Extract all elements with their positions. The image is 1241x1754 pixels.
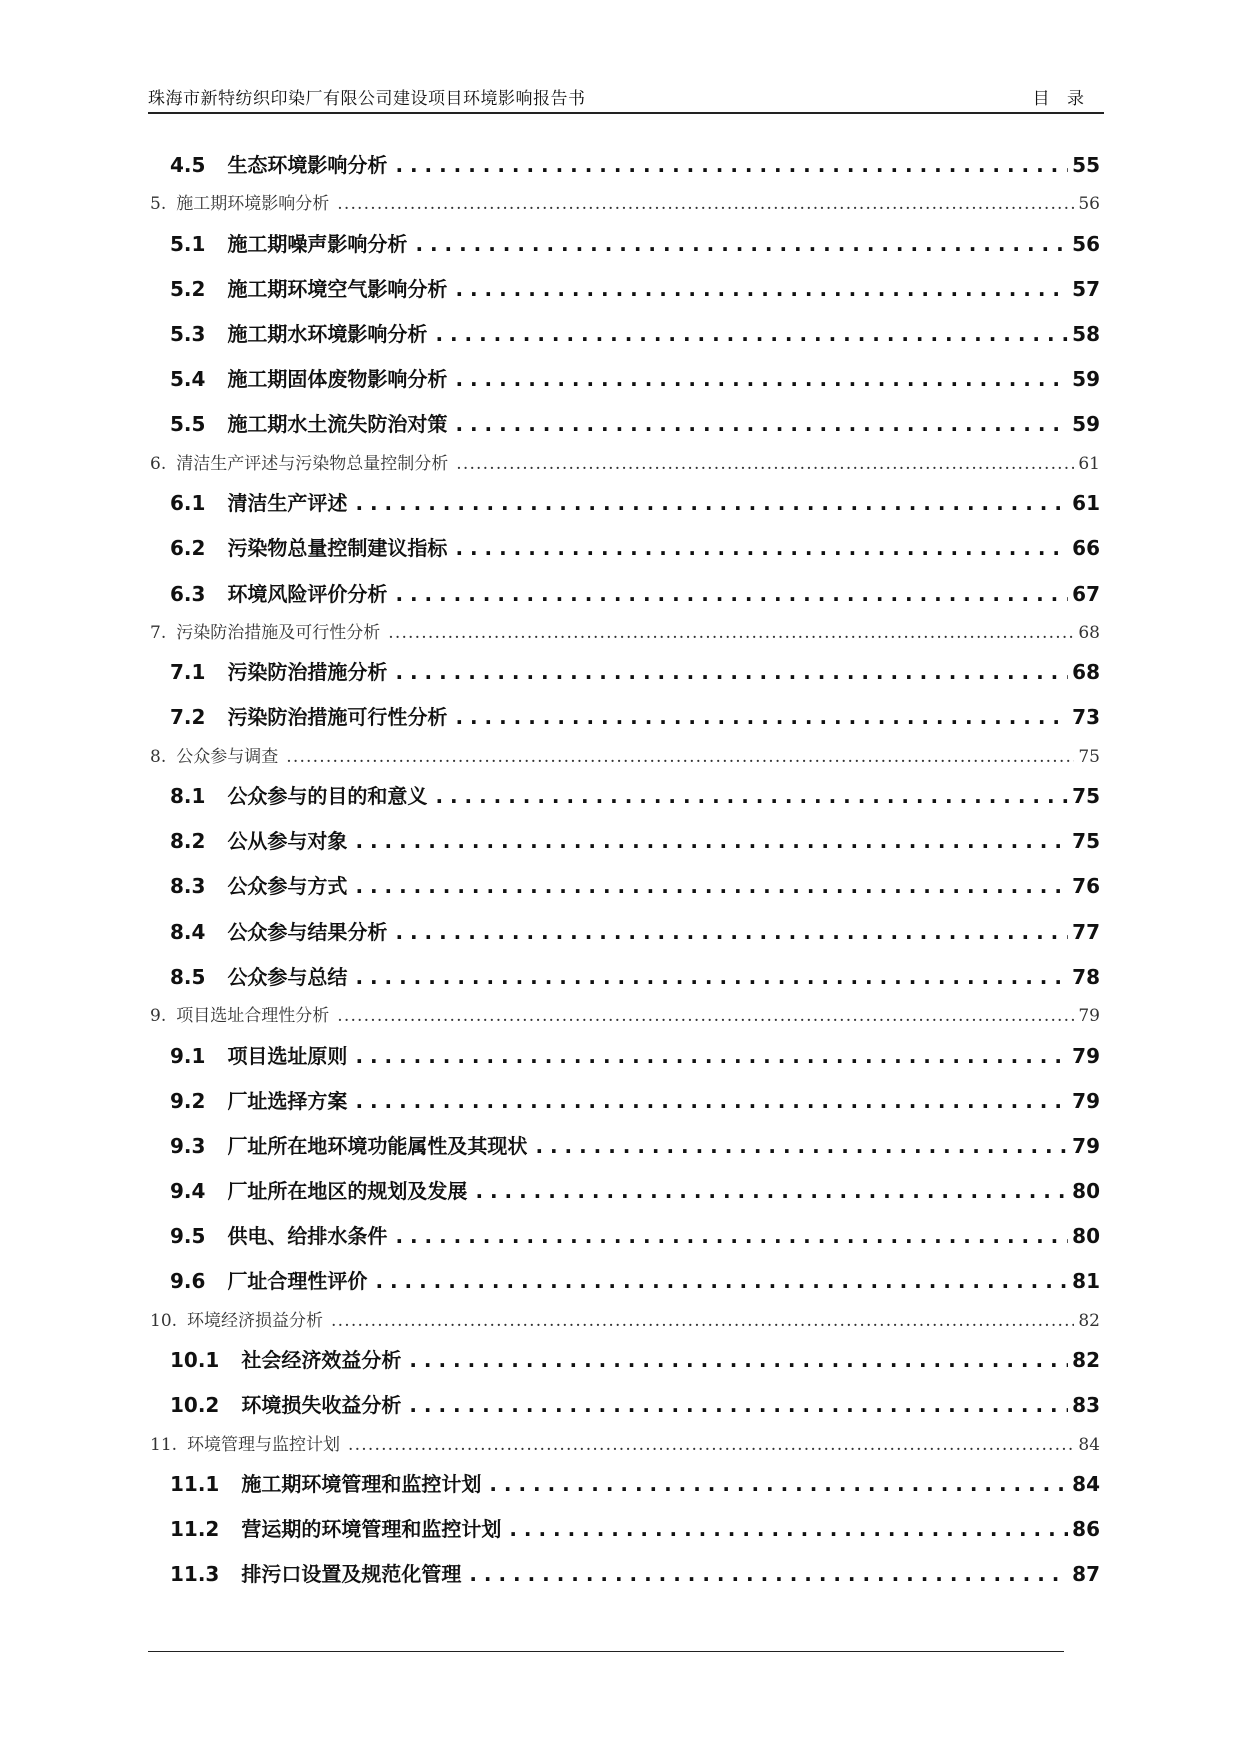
toc-section-entry[interactable] — [150, 312, 1100, 357]
toc-chapter-entry[interactable] — [150, 1429, 1100, 1463]
toc-entry-page-number: 78 — [1072, 964, 1100, 989]
toc-entry-page-number: 58 — [1072, 322, 1100, 347]
toc-dot-leader — [435, 312, 1068, 357]
toc-dot-leader — [395, 650, 1068, 695]
toc-entry-title: 项目选址原则 — [227, 1043, 348, 1068]
toc-entry-number: 7.2 — [170, 705, 206, 730]
toc-section-entry[interactable] — [150, 1338, 1100, 1383]
toc-entry-title: 施工期噪声影响分析 — [227, 231, 408, 256]
toc-dot-leader — [509, 1507, 1068, 1552]
toc-dot-leader — [395, 143, 1068, 188]
toc-section-entry[interactable] — [150, 1124, 1100, 1169]
toc-entry-number: 9. — [150, 1006, 167, 1026]
toc-chapter-entry[interactable] — [150, 617, 1100, 651]
toc-entry-title: 厂址所在地区的规划及发展 — [227, 1179, 468, 1204]
toc-section-entry[interactable] — [150, 864, 1100, 909]
toc-dot-leader — [475, 1169, 1068, 1214]
toc-entry-number: 5.5 — [170, 412, 206, 437]
toc-entry-page-number: 68 — [1072, 660, 1100, 685]
toc-section-entry[interactable] — [150, 1169, 1100, 1214]
toc-entry-page-number: 87 — [1072, 1562, 1100, 1587]
toc-chapter-entry[interactable] — [150, 741, 1100, 775]
toc-dot-leader — [469, 1552, 1068, 1597]
toc-dot-leader — [355, 481, 1068, 526]
toc-section-entry[interactable] — [150, 819, 1100, 864]
toc-entry-number: 9.6 — [170, 1269, 206, 1294]
toc-entry-number: 5.3 — [170, 322, 206, 347]
toc-dot-leader — [435, 774, 1068, 819]
toc-entry-number: 10. — [150, 1310, 178, 1331]
section-label: 目 录 — [1032, 89, 1090, 109]
toc-entry-title: 环境经济损益分析 — [187, 1310, 324, 1331]
toc-entry-number: 6.1 — [170, 491, 206, 516]
toc-entry-page-number: 86 — [1072, 1517, 1100, 1542]
toc-dot-leader — [355, 955, 1068, 1000]
toc-entry-page-number: 59 — [1072, 412, 1100, 437]
toc-entry-page-number: 75 — [1078, 746, 1100, 767]
toc-section-entry[interactable] — [150, 1552, 1100, 1597]
toc-entry-number: 8. — [150, 746, 167, 767]
toc-entry-page-number: 79 — [1072, 1133, 1100, 1158]
toc-entry-title: 项目选址合理性分析 — [176, 1006, 330, 1026]
toc-entry-page-number: 79 — [1078, 1006, 1100, 1026]
toc-entry-title: 社会经济效益分析 — [241, 1348, 402, 1373]
toc-entry-page-number: 75 — [1072, 829, 1100, 854]
table-of-contents — [150, 143, 1100, 1598]
toc-section-entry[interactable] — [150, 267, 1100, 312]
toc-entry-title: 清洁生产评述与污染物总量控制分析 — [176, 453, 449, 474]
toc-section-entry[interactable] — [150, 143, 1100, 188]
toc-section-entry[interactable] — [150, 526, 1100, 571]
toc-entry-page-number: 76 — [1072, 874, 1100, 899]
toc-entry-page-number: 82 — [1078, 1310, 1100, 1331]
toc-entry-title: 施工期固体废物影响分析 — [227, 367, 448, 392]
toc-chapter-entry[interactable] — [150, 1305, 1100, 1339]
toc-dot-leader — [455, 526, 1068, 571]
toc-entry-page-number: 84 — [1078, 1434, 1100, 1455]
toc-entry-number: 6. — [150, 453, 167, 474]
toc-entry-title: 环境管理与监控计划 — [187, 1434, 341, 1455]
toc-entry-page-number: 61 — [1072, 491, 1100, 516]
toc-entry-title: 厂址合理性评价 — [227, 1269, 368, 1294]
toc-entry-title: 厂址选择方案 — [227, 1088, 348, 1113]
toc-entry-number: 5.4 — [170, 367, 206, 392]
toc-chapter-entry[interactable] — [150, 1000, 1100, 1034]
toc-dot-leader — [375, 1259, 1068, 1304]
toc-entry-number: 6.2 — [170, 536, 206, 561]
toc-dot-leader — [355, 819, 1068, 864]
toc-dot-leader — [409, 1338, 1068, 1383]
toc-entry-number: 11.2 — [170, 1517, 220, 1542]
toc-entry-title: 生态环境影响分析 — [227, 153, 388, 177]
toc-entry-number: 8.4 — [170, 919, 206, 944]
toc-dot-leader — [409, 1383, 1068, 1428]
toc-dot-leader — [395, 910, 1068, 955]
toc-entry-page-number: 66 — [1072, 536, 1100, 561]
toc-entry-number: 8.5 — [170, 964, 206, 989]
page-header — [148, 88, 1104, 114]
toc-section-entry[interactable] — [150, 1214, 1100, 1259]
toc-entry-title: 污染防治措施可行性分析 — [227, 705, 448, 730]
toc-entry-page-number: 79 — [1072, 1043, 1100, 1068]
toc-section-entry[interactable] — [150, 222, 1100, 267]
toc-entry-number: 10.2 — [170, 1393, 220, 1418]
toc-entry-title: 清洁生产评述 — [227, 491, 348, 516]
toc-entry-number: 8.2 — [170, 829, 206, 854]
toc-entry-number: 8.1 — [170, 784, 206, 809]
toc-entry-number: 5.2 — [170, 276, 206, 301]
toc-entry-number: 11.1 — [170, 1472, 220, 1496]
toc-dot-leader — [455, 267, 1068, 312]
toc-dot-leader — [395, 572, 1068, 617]
toc-entry-number: 9.5 — [170, 1224, 206, 1249]
toc-section-entry[interactable] — [150, 1034, 1100, 1079]
toc-entry-page-number: 55 — [1072, 153, 1100, 177]
toc-dot-leader — [456, 448, 1074, 482]
toc-section-entry[interactable] — [150, 695, 1100, 740]
toc-entry-title: 污染防治措施及可行性分析 — [176, 622, 381, 643]
toc-dot-leader — [337, 188, 1074, 222]
toc-entry-number: 9.1 — [170, 1043, 206, 1068]
toc-section-entry[interactable] — [150, 1507, 1100, 1552]
toc-entry-title: 公众参与的目的和意义 — [227, 784, 428, 809]
toc-section-entry[interactable] — [150, 357, 1100, 402]
toc-dot-leader — [286, 741, 1074, 775]
toc-entry-title: 公众参与结果分析 — [227, 919, 388, 944]
toc-entry-number: 9.3 — [170, 1133, 206, 1158]
toc-entry-page-number: 75 — [1072, 784, 1100, 809]
toc-section-entry[interactable] — [150, 572, 1100, 617]
toc-entry-number: 9.2 — [170, 1088, 206, 1113]
toc-section-entry[interactable] — [150, 955, 1100, 1000]
toc-chapter-entry[interactable] — [150, 188, 1100, 222]
toc-entry-number: 9.4 — [170, 1179, 206, 1204]
toc-entry-title: 公众参与方式 — [227, 874, 348, 899]
toc-entry-title: 施工期环境管理和监控计划 — [241, 1472, 482, 1496]
toc-dot-leader — [455, 402, 1068, 447]
toc-entry-number: 7.1 — [170, 660, 206, 685]
toc-entry-page-number: 80 — [1072, 1179, 1100, 1204]
toc-dot-leader — [535, 1124, 1068, 1169]
toc-dot-leader — [415, 222, 1068, 267]
toc-entry-number: 5. — [150, 194, 167, 215]
toc-dot-leader — [388, 617, 1074, 651]
toc-entry-title: 施工期环境影响分析 — [176, 194, 330, 215]
toc-dot-leader — [395, 1214, 1068, 1259]
toc-entry-title: 公众参与总结 — [227, 964, 348, 989]
toc-entry-title: 污染物总量控制建议指标 — [227, 536, 448, 561]
toc-section-entry[interactable] — [150, 650, 1100, 695]
toc-section-entry[interactable] — [150, 481, 1100, 526]
toc-entry-number: 8.3 — [170, 874, 206, 899]
toc-entry-page-number: 59 — [1072, 367, 1100, 392]
toc-entry-title: 污染防治措施分析 — [227, 660, 388, 685]
toc-entry-page-number: 56 — [1072, 231, 1100, 256]
toc-entry-page-number: 83 — [1072, 1393, 1100, 1418]
toc-entry-number: 6.3 — [170, 581, 206, 606]
toc-entry-title: 营运期的环境管理和监控计划 — [241, 1517, 502, 1542]
toc-section-entry[interactable] — [150, 1079, 1100, 1124]
toc-entry-title: 供电、给排水条件 — [227, 1224, 388, 1249]
toc-entry-title: 厂址所在地环境功能属性及其现状 — [227, 1133, 528, 1158]
toc-section-entry[interactable] — [150, 910, 1100, 955]
toc-entry-page-number: 67 — [1072, 581, 1100, 606]
toc-entry-page-number: 77 — [1072, 919, 1100, 944]
toc-entry-number: 5.1 — [170, 231, 206, 256]
toc-entry-page-number: 84 — [1072, 1472, 1100, 1496]
toc-entry-page-number: 79 — [1072, 1088, 1100, 1113]
toc-entry-number: 10.1 — [170, 1348, 220, 1373]
toc-dot-leader — [337, 1000, 1074, 1034]
toc-entry-number: 7. — [150, 622, 167, 643]
toc-entry-title: 施工期水土流失防治对策 — [227, 412, 448, 437]
toc-entry-title: 公从参与对象 — [227, 829, 348, 854]
toc-dot-leader — [455, 357, 1068, 402]
toc-section-entry[interactable] — [150, 774, 1100, 819]
toc-entry-title: 施工期环境空气影响分析 — [227, 276, 448, 301]
toc-entry-title: 环境损失收益分析 — [241, 1393, 402, 1418]
toc-entry-title: 排污口设置及规范化管理 — [241, 1562, 462, 1587]
toc-entry-title: 公众参与调查 — [176, 746, 279, 767]
toc-entry-page-number: 68 — [1078, 622, 1100, 643]
toc-entry-number: 11.3 — [170, 1562, 220, 1587]
toc-dot-leader — [348, 1429, 1074, 1463]
toc-dot-leader — [455, 695, 1068, 740]
toc-entry-number: 4.5 — [170, 153, 206, 177]
footer-divider — [148, 1651, 1064, 1652]
toc-entry-page-number: 56 — [1078, 194, 1100, 215]
toc-dot-leader — [355, 1079, 1068, 1124]
toc-dot-leader — [355, 864, 1068, 909]
toc-entry-page-number: 81 — [1072, 1269, 1100, 1294]
toc-entry-page-number: 57 — [1072, 276, 1100, 301]
toc-dot-leader — [489, 1462, 1068, 1507]
toc-entry-page-number: 73 — [1072, 705, 1100, 730]
toc-section-entry[interactable] — [150, 1383, 1100, 1428]
toc-entry-title: 环境风险评价分析 — [227, 581, 388, 606]
toc-entry-page-number: 61 — [1078, 453, 1100, 474]
toc-dot-leader — [355, 1034, 1068, 1079]
toc-dot-leader — [331, 1305, 1074, 1339]
toc-chapter-entry[interactable] — [150, 448, 1100, 482]
toc-section-entry[interactable] — [150, 1462, 1100, 1507]
document-title: 珠海市新特纺织印染厂有限公司建设项目环境影响报告书 — [148, 89, 586, 109]
toc-section-entry[interactable] — [150, 1259, 1100, 1304]
toc-entry-page-number: 80 — [1072, 1224, 1100, 1249]
toc-entry-number: 11. — [150, 1434, 178, 1455]
toc-section-entry[interactable] — [150, 402, 1100, 447]
toc-entry-title: 施工期水环境影响分析 — [227, 322, 428, 347]
toc-entry-page-number: 82 — [1072, 1348, 1100, 1373]
